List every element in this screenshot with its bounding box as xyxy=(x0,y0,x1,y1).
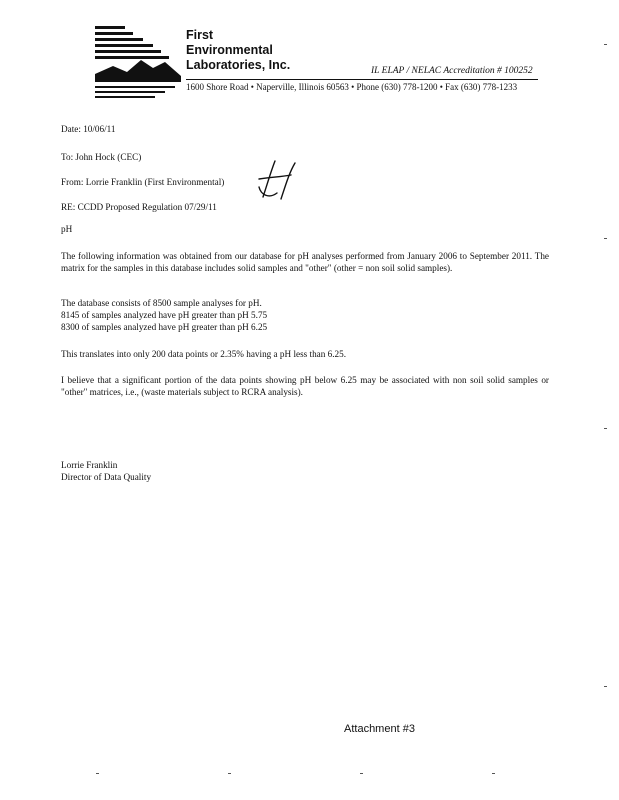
scan-mark xyxy=(492,773,495,774)
company-name xyxy=(186,28,290,73)
memo-to: To: John Hock (CEC) xyxy=(61,152,142,162)
memo-subject: pH xyxy=(61,224,73,234)
scan-mark xyxy=(96,773,99,774)
scan-mark xyxy=(604,686,607,687)
scan-mark xyxy=(360,773,363,774)
stat-line: 8300 of samples analyzed have pH greater than pH 6.25 xyxy=(61,322,268,332)
company-name-line-1: First xyxy=(186,28,214,42)
translation-paragraph: This translates into only 200 data points or 2.35% having a pH less than 6.25. xyxy=(61,349,347,359)
memo-re: RE: CCDD Proposed Regulation 07/29/11 xyxy=(61,202,217,212)
attachment-label: Attachment #3 xyxy=(344,723,415,735)
company-address: 1600 Shore Road • Naperville, Illinois 60563 • Phone (630) 778-1200 • Fax (630) 778-1233 xyxy=(186,82,518,92)
company-logo xyxy=(95,22,181,100)
accreditation: IL ELAP / NELAC Accreditation # 100252 xyxy=(371,66,533,76)
signature xyxy=(251,157,303,205)
scan-mark xyxy=(604,238,607,239)
scan-mark xyxy=(228,773,231,774)
company-name-line-3: Laboratories, Inc. xyxy=(186,58,291,72)
signer-name: Lorrie Franklin xyxy=(61,460,118,470)
scan-mark xyxy=(604,428,607,429)
scan-mark xyxy=(604,44,607,45)
company-name-line-2: Environmental xyxy=(186,43,273,57)
letterhead-rule xyxy=(186,79,538,80)
signer-title: Director of Data Quality xyxy=(61,472,152,482)
stat-line: The database consists of 8500 sample analyses for pH. xyxy=(61,298,262,308)
memo-from: From: Lorrie Franklin (First Environmental) xyxy=(61,177,225,187)
stat-line: 8145 of samples analyzed have pH greater than pH 5.75 xyxy=(61,310,268,320)
intro-paragraph: The following information was obtained from our database for pH analyses performed from January 2006 to September 2011. The matrix for the samples in this database includes solid samples and "other" (other = non soil solid samples). xyxy=(61,251,549,273)
belief-paragraph: I believe that a significant portion of the data points showing pH below 6.25 may be associated with non soil solid samples or "other" matrices, i.e., (waste materials subject to RCRA analysis). xyxy=(61,375,549,397)
memo-date: Date: 10/06/11 xyxy=(61,124,116,134)
